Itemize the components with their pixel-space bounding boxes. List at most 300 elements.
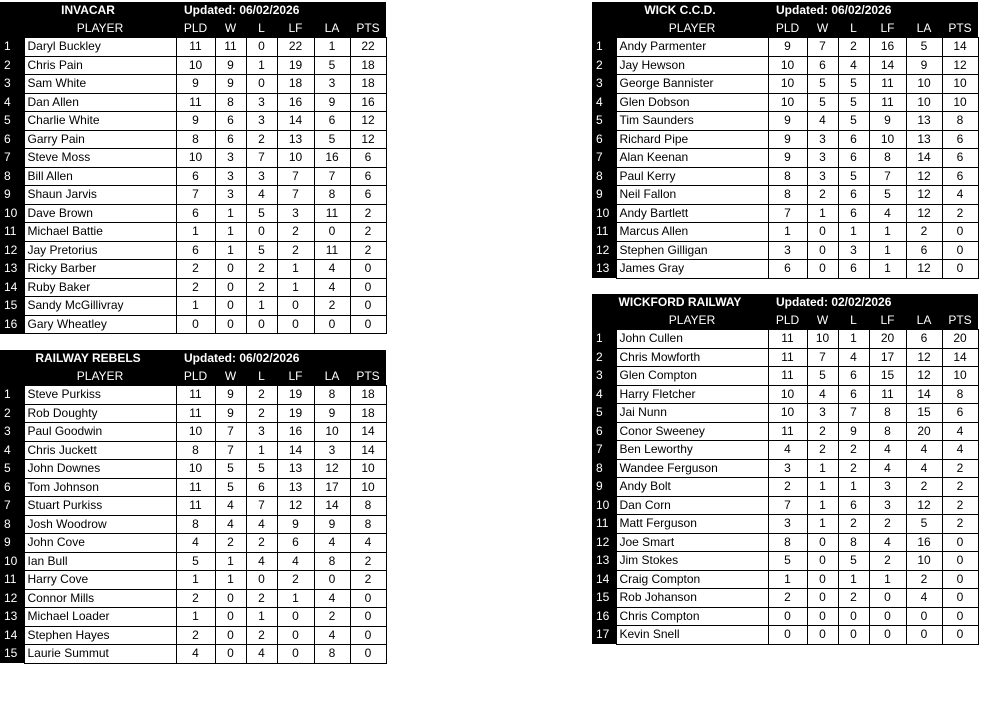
stat-pts: 2 — [942, 515, 978, 534]
stat-l: 5 — [838, 75, 869, 94]
stat-w: 10 — [807, 330, 838, 349]
stat-pts: 0 — [942, 570, 978, 589]
stat-la: 5 — [906, 38, 942, 57]
stat-la: 2 — [314, 608, 350, 627]
stat-l: 6 — [838, 149, 869, 168]
stat-la: 13 — [906, 130, 942, 149]
stat-lf: 16 — [277, 93, 314, 112]
stat-l: 0 — [246, 571, 277, 590]
stat-pts: 0 — [942, 241, 978, 260]
player-name: Bill Allen — [24, 167, 176, 186]
stat-pld: 2 — [768, 589, 807, 608]
player-name: Andy Parmenter — [616, 38, 768, 57]
position: 4 — [0, 93, 24, 112]
position: 16 — [592, 607, 616, 626]
stat-pts: 8 — [942, 112, 978, 131]
stat-la: 9 — [906, 56, 942, 75]
stat-l: 7 — [838, 404, 869, 423]
stat-la: 10 — [906, 75, 942, 94]
stat-la: 6 — [906, 330, 942, 349]
stat-la: 6 — [314, 112, 350, 131]
stat-lf: 22 — [277, 38, 314, 57]
stat-l: 2 — [246, 626, 277, 645]
table-row — [592, 348, 978, 367]
stat-l: 6 — [838, 130, 869, 149]
stat-pts: 6 — [942, 149, 978, 168]
stat-w: 4 — [807, 112, 838, 131]
position: 7 — [0, 497, 24, 516]
player-name: Tim Saunders — [616, 112, 768, 131]
table-row — [0, 130, 386, 149]
stat-lf: 18 — [277, 75, 314, 94]
stat-pld: 0 — [768, 607, 807, 626]
stat-w: 9 — [215, 386, 246, 405]
position: 11 — [0, 223, 24, 242]
stat-pld: 11 — [176, 386, 215, 405]
stat-pld: 4 — [176, 645, 215, 664]
position: 6 — [592, 422, 616, 441]
stat-l: 6 — [246, 478, 277, 497]
stat-pld: 3 — [768, 459, 807, 478]
stat-pts: 20 — [942, 330, 978, 349]
stat-pts: 0 — [350, 297, 386, 316]
team-name: WICK C.C.D. — [592, 2, 768, 20]
position: 8 — [0, 167, 24, 186]
stat-la: 4 — [906, 589, 942, 608]
stat-l: 5 — [838, 552, 869, 571]
stat-lf: 0 — [277, 626, 314, 645]
stat-lf: 0 — [869, 589, 906, 608]
table-header — [0, 350, 386, 368]
stat-lf: 20 — [869, 330, 906, 349]
player-name: Garry Pain — [24, 130, 176, 149]
position: 9 — [592, 186, 616, 205]
position: 13 — [0, 608, 24, 627]
stat-l: 6 — [838, 186, 869, 205]
stat-la: 15 — [906, 404, 942, 423]
stat-w: 0 — [215, 297, 246, 316]
stat-la: 20 — [906, 422, 942, 441]
table-row — [592, 223, 978, 242]
stat-la: 4 — [314, 589, 350, 608]
stat-l: 0 — [246, 75, 277, 94]
stat-pts: 0 — [350, 589, 386, 608]
player-name: Matt Ferguson — [616, 515, 768, 534]
stat-l: 1 — [246, 56, 277, 75]
stat-pld: 10 — [768, 56, 807, 75]
stat-l: 1 — [838, 570, 869, 589]
stat-la: 11 — [314, 204, 350, 223]
player-name: Harry Cove — [24, 571, 176, 590]
column-header-player: PLAYER — [24, 368, 176, 386]
table-row — [592, 112, 978, 131]
stat-pld: 8 — [768, 167, 807, 186]
position: 1 — [0, 386, 24, 405]
stat-pts: 10 — [942, 75, 978, 94]
table-row — [0, 112, 386, 131]
stat-w: 0 — [215, 608, 246, 627]
stat-l: 0 — [246, 315, 277, 334]
table-row — [0, 626, 386, 645]
stat-pld: 8 — [768, 533, 807, 552]
player-name: Chris Compton — [616, 607, 768, 626]
table-row — [0, 56, 386, 75]
stat-w: 3 — [215, 167, 246, 186]
player-name: Stuart Purkiss — [24, 497, 176, 516]
stat-pld: 5 — [768, 552, 807, 571]
stat-l: 1 — [246, 441, 277, 460]
column-header-pld: PLD — [768, 20, 807, 38]
position: 10 — [0, 552, 24, 571]
stat-w: 0 — [807, 533, 838, 552]
stat-lf: 14 — [277, 441, 314, 460]
stat-lf: 4 — [869, 204, 906, 223]
stat-la: 0 — [906, 626, 942, 645]
column-header-w: W — [807, 312, 838, 330]
stat-lf: 3 — [869, 496, 906, 515]
stat-pts: 14 — [942, 348, 978, 367]
railway-rebels-table — [0, 350, 387, 664]
column-header-la: LA — [314, 368, 350, 386]
stat-w: 1 — [807, 478, 838, 497]
stat-pld: 0 — [768, 626, 807, 645]
table-row — [592, 167, 978, 186]
stat-la: 14 — [314, 497, 350, 516]
position: 14 — [0, 626, 24, 645]
stat-lf: 13 — [277, 460, 314, 479]
table-row — [0, 497, 386, 516]
stat-pld: 11 — [768, 367, 807, 386]
stat-lf: 7 — [277, 186, 314, 205]
table-row — [0, 552, 386, 571]
stat-pld: 11 — [176, 404, 215, 423]
player-name: Marcus Allen — [616, 223, 768, 242]
stat-l: 1 — [838, 330, 869, 349]
stat-pld: 11 — [768, 330, 807, 349]
stat-w: 0 — [215, 260, 246, 279]
stat-pts: 0 — [350, 645, 386, 664]
stat-w: 6 — [215, 130, 246, 149]
stat-w: 4 — [215, 515, 246, 534]
stat-la: 9 — [314, 93, 350, 112]
stat-l: 7 — [246, 149, 277, 168]
table-row — [0, 186, 386, 205]
position: 17 — [592, 626, 616, 645]
table-row — [0, 589, 386, 608]
stat-w: 0 — [215, 589, 246, 608]
stat-l: 0 — [246, 223, 277, 242]
stat-pld: 7 — [768, 204, 807, 223]
position: 5 — [592, 404, 616, 423]
stat-pts: 2 — [942, 459, 978, 478]
column-header-player: PLAYER — [616, 20, 768, 38]
table-row — [0, 423, 386, 442]
stat-lf: 4 — [869, 441, 906, 460]
stat-w: 2 — [807, 422, 838, 441]
stat-la: 9 — [314, 404, 350, 423]
stat-w: 3 — [215, 186, 246, 205]
stat-la: 10 — [314, 423, 350, 442]
column-header-lf: LF — [277, 368, 314, 386]
stat-l: 1 — [838, 223, 869, 242]
player-name: Dan Allen — [24, 93, 176, 112]
stat-w: 0 — [807, 607, 838, 626]
stat-w: 0 — [215, 645, 246, 664]
stat-pts: 0 — [942, 626, 978, 645]
stat-pts: 0 — [942, 260, 978, 279]
position: 7 — [592, 441, 616, 460]
stat-l: 5 — [838, 93, 869, 112]
position: 3 — [0, 423, 24, 442]
stat-pld: 2 — [176, 260, 215, 279]
stat-l: 5 — [246, 204, 277, 223]
stat-pts: 0 — [350, 626, 386, 645]
stat-pld: 6 — [176, 241, 215, 260]
position: 14 — [592, 570, 616, 589]
stat-pts: 2 — [942, 204, 978, 223]
updated-date: Updated: 06/02/2026 — [176, 2, 386, 20]
stat-lf: 7 — [869, 167, 906, 186]
table-row — [592, 478, 978, 497]
stat-pld: 9 — [176, 75, 215, 94]
column-header-pld: PLD — [176, 368, 215, 386]
stat-w: 5 — [807, 367, 838, 386]
position: 14 — [0, 278, 24, 297]
table-row — [592, 149, 978, 168]
position: 1 — [592, 330, 616, 349]
stat-pld: 11 — [768, 422, 807, 441]
position: 7 — [592, 149, 616, 168]
stat-pts: 0 — [942, 589, 978, 608]
stat-w: 8 — [215, 93, 246, 112]
stat-w: 3 — [807, 149, 838, 168]
stat-lf: 8 — [869, 149, 906, 168]
table-row — [592, 533, 978, 552]
stat-pld: 8 — [176, 515, 215, 534]
stat-pts: 2 — [942, 478, 978, 497]
stat-pld: 1 — [768, 223, 807, 242]
stat-pld: 1 — [768, 570, 807, 589]
stat-lf: 11 — [869, 75, 906, 94]
stat-lf: 1 — [869, 260, 906, 279]
position: 10 — [592, 204, 616, 223]
stat-w: 1 — [215, 223, 246, 242]
stat-l: 5 — [246, 241, 277, 260]
stat-lf: 2 — [869, 552, 906, 571]
stat-l: 6 — [838, 204, 869, 223]
player-name: Chris Pain — [24, 56, 176, 75]
stat-pld: 1 — [176, 297, 215, 316]
stat-pts: 8 — [350, 515, 386, 534]
stat-la: 0 — [314, 315, 350, 334]
stat-w: 0 — [215, 626, 246, 645]
position: 4 — [0, 441, 24, 460]
stat-lf: 5 — [869, 186, 906, 205]
table-row — [592, 330, 978, 349]
stat-pts: 14 — [350, 423, 386, 442]
stat-w: 9 — [215, 75, 246, 94]
player-name: Joe Smart — [616, 533, 768, 552]
stat-w: 5 — [807, 93, 838, 112]
stat-pld: 6 — [176, 167, 215, 186]
position: 2 — [0, 56, 24, 75]
stat-lf: 1 — [277, 589, 314, 608]
position: 13 — [0, 260, 24, 279]
stat-lf: 11 — [869, 385, 906, 404]
stat-pld: 9 — [768, 38, 807, 57]
stat-la: 2 — [906, 478, 942, 497]
stat-pld: 5 — [176, 552, 215, 571]
stat-pts: 10 — [350, 460, 386, 479]
stat-la: 10 — [906, 93, 942, 112]
table-row — [592, 367, 978, 386]
column-header-la: LA — [906, 20, 942, 38]
stat-la: 14 — [906, 149, 942, 168]
position-column-header — [0, 20, 24, 38]
position: 15 — [592, 589, 616, 608]
stat-l: 2 — [246, 130, 277, 149]
stat-l: 0 — [246, 38, 277, 57]
stat-lf: 16 — [869, 38, 906, 57]
stat-la: 5 — [906, 515, 942, 534]
table-row — [592, 75, 978, 94]
stat-pts: 2 — [942, 496, 978, 515]
stat-lf: 4 — [869, 533, 906, 552]
stat-pld: 10 — [768, 93, 807, 112]
column-header-pld: PLD — [768, 312, 807, 330]
player-name: Sam White — [24, 75, 176, 94]
player-name: Tom Johnson — [24, 478, 176, 497]
stat-lf: 12 — [277, 497, 314, 516]
stat-la: 12 — [906, 204, 942, 223]
position: 12 — [592, 241, 616, 260]
column-header-lf: LF — [869, 312, 906, 330]
stat-pts: 6 — [942, 404, 978, 423]
column-header-l: L — [246, 20, 277, 38]
stat-la: 3 — [314, 441, 350, 460]
position-column-header — [592, 312, 616, 330]
stat-pts: 6 — [350, 149, 386, 168]
position: 7 — [0, 149, 24, 168]
stat-pld: 10 — [176, 149, 215, 168]
position: 9 — [0, 186, 24, 205]
stat-l: 8 — [838, 533, 869, 552]
stat-la: 5 — [314, 56, 350, 75]
stat-lf: 17 — [869, 348, 906, 367]
stat-w: 3 — [807, 404, 838, 423]
player-name: Neil Fallon — [616, 186, 768, 205]
stat-pts: 6 — [350, 167, 386, 186]
stat-w: 7 — [215, 441, 246, 460]
position: 3 — [592, 367, 616, 386]
stat-pts: 8 — [942, 385, 978, 404]
column-headers — [592, 20, 978, 38]
stat-la: 4 — [314, 278, 350, 297]
table-row — [0, 75, 386, 94]
player-name: Ian Bull — [24, 552, 176, 571]
table-row — [0, 515, 386, 534]
stat-l: 0 — [838, 607, 869, 626]
stat-lf: 2 — [277, 571, 314, 590]
stat-pts: 12 — [350, 112, 386, 131]
stat-lf: 1 — [869, 223, 906, 242]
column-header-pts: PTS — [942, 312, 978, 330]
stat-la: 5 — [314, 130, 350, 149]
table-row — [592, 204, 978, 223]
stat-w: 2 — [807, 441, 838, 460]
position: 12 — [592, 533, 616, 552]
stat-lf: 0 — [277, 608, 314, 627]
player-name: James Gray — [616, 260, 768, 279]
stat-w: 5 — [215, 478, 246, 497]
table-row — [592, 607, 978, 626]
stat-pts: 14 — [350, 441, 386, 460]
stat-l: 2 — [838, 589, 869, 608]
stat-la: 4 — [906, 459, 942, 478]
stat-l: 3 — [246, 167, 277, 186]
stat-l: 1 — [838, 478, 869, 497]
column-header-lf: LF — [277, 20, 314, 38]
invacar-table — [0, 2, 387, 334]
stat-pts: 6 — [942, 130, 978, 149]
stat-l: 2 — [246, 260, 277, 279]
stat-la: 0 — [314, 571, 350, 590]
stat-lf: 19 — [277, 56, 314, 75]
table-row — [0, 93, 386, 112]
position: 5 — [0, 112, 24, 131]
position: 6 — [0, 130, 24, 149]
stat-pld: 11 — [768, 348, 807, 367]
stat-la: 4 — [906, 441, 942, 460]
player-name: Ben Leworthy — [616, 441, 768, 460]
table-row — [592, 459, 978, 478]
stat-w: 9 — [215, 56, 246, 75]
stat-pts: 10 — [350, 478, 386, 497]
player-name: Steve Purkiss — [24, 386, 176, 405]
table-row — [0, 645, 386, 664]
stat-l: 3 — [838, 241, 869, 260]
wickford-railway-table — [592, 294, 979, 645]
stat-pld: 0 — [176, 315, 215, 334]
stat-pts: 2 — [350, 223, 386, 242]
stat-l: 3 — [246, 93, 277, 112]
stat-lf: 8 — [869, 422, 906, 441]
stat-lf: 6 — [277, 534, 314, 553]
stat-pld: 2 — [176, 589, 215, 608]
player-name: Glen Compton — [616, 367, 768, 386]
stat-lf: 2 — [277, 223, 314, 242]
stat-la: 0 — [906, 607, 942, 626]
player-name: Charlie White — [24, 112, 176, 131]
stat-lf: 8 — [869, 404, 906, 423]
stat-l: 2 — [246, 278, 277, 297]
stat-l: 2 — [246, 534, 277, 553]
stat-lf: 0 — [869, 607, 906, 626]
column-header-l: L — [246, 368, 277, 386]
position: 2 — [0, 404, 24, 423]
table-row — [592, 404, 978, 423]
stat-lf: 0 — [277, 315, 314, 334]
table-row — [592, 496, 978, 515]
position: 8 — [592, 167, 616, 186]
table-row — [0, 167, 386, 186]
stat-pts: 18 — [350, 386, 386, 405]
stat-la: 4 — [314, 626, 350, 645]
table-row — [592, 552, 978, 571]
position: 5 — [592, 112, 616, 131]
stat-l: 4 — [838, 56, 869, 75]
player-name: Paul Kerry — [616, 167, 768, 186]
